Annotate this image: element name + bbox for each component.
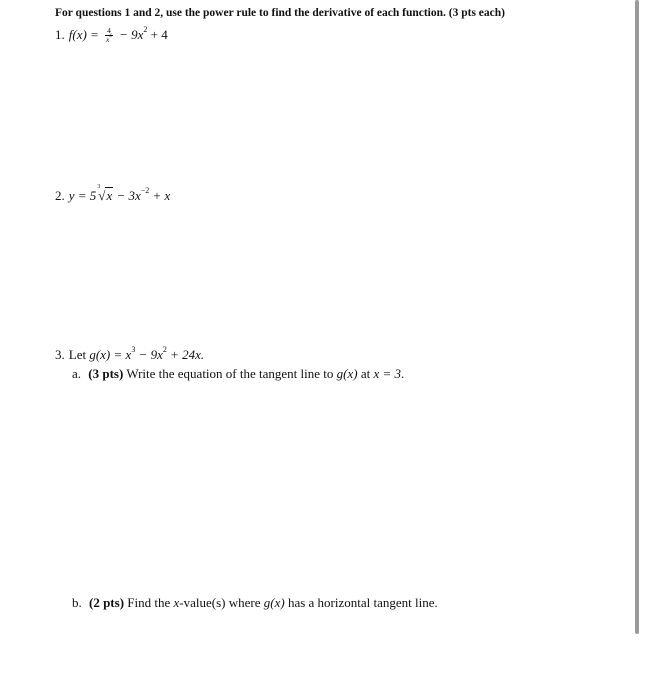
- question-3-middle-term: − 9x: [138, 347, 163, 362]
- question-2-term-3: + x: [152, 188, 171, 203]
- question-3a-text-end: .: [401, 366, 405, 381]
- question-3a-points: (3 pts): [88, 366, 124, 381]
- question-1-lhs: f(x) =: [68, 27, 99, 42]
- question-2-number: 2.: [55, 188, 65, 203]
- question-3b-text-end: has a horizontal tangent line.: [287, 595, 438, 610]
- question-3a-text-mid: at: [360, 366, 371, 381]
- question-3b-letter: b.: [72, 595, 82, 610]
- question-3b-text: Find the: [127, 595, 171, 610]
- root-index: 3: [97, 184, 101, 190]
- fraction-denominator: [106, 36, 112, 44]
- question-3-tail: + 24x.: [170, 347, 205, 362]
- question-2-term-2-exponent: −2: [140, 185, 150, 195]
- question-2: [55, 184, 171, 204]
- cube-root: 3 √x: [97, 184, 113, 203]
- instructions: For questions 1 and 2, use the power rule to find the derivative of each function. (3 pts each): [55, 7, 505, 19]
- question-2-term-2: − 3x: [116, 188, 141, 203]
- question-3b-variable: x: [173, 595, 180, 610]
- denominator-exponent: 6: [109, 34, 112, 40]
- question-3a: [72, 366, 404, 382]
- question-3a-condition: x = 3: [373, 366, 402, 381]
- question-3-number: 3.: [55, 347, 65, 362]
- question-3-exponent-2: 2: [162, 344, 167, 354]
- question-3b: [72, 595, 438, 611]
- question-3a-function: g(x): [336, 366, 358, 381]
- question-1-term-2: − 9x: [119, 27, 144, 42]
- question-1-term-3: + 4: [150, 27, 168, 42]
- question-3a-text: Write the equation of the tangent line to: [126, 366, 334, 381]
- question-3b-text-mid: -value(s) where: [179, 595, 261, 610]
- question-1-number: 1.: [55, 27, 65, 42]
- vertical-scrollbar[interactable]: [635, 0, 639, 634]
- question-1-term-2-exponent: 2: [143, 24, 148, 34]
- question-3-exponent-1: 3: [131, 344, 136, 354]
- question-3-lhs: g(x) = x: [89, 347, 132, 362]
- radicand: x: [106, 188, 113, 203]
- question-3: [55, 344, 205, 363]
- question-3b-points: (2 pts): [89, 595, 125, 610]
- question-3-intro: Let: [68, 347, 87, 362]
- question-3b-function: g(x): [263, 595, 285, 610]
- fraction-numerator: 4: [107, 25, 111, 35]
- question-2-lhs: y = 5: [68, 188, 97, 203]
- question-3a-letter: a.: [72, 366, 82, 381]
- denominator-base: x: [106, 34, 110, 44]
- question-1-fraction: [105, 27, 113, 44]
- question-1: [55, 24, 168, 45]
